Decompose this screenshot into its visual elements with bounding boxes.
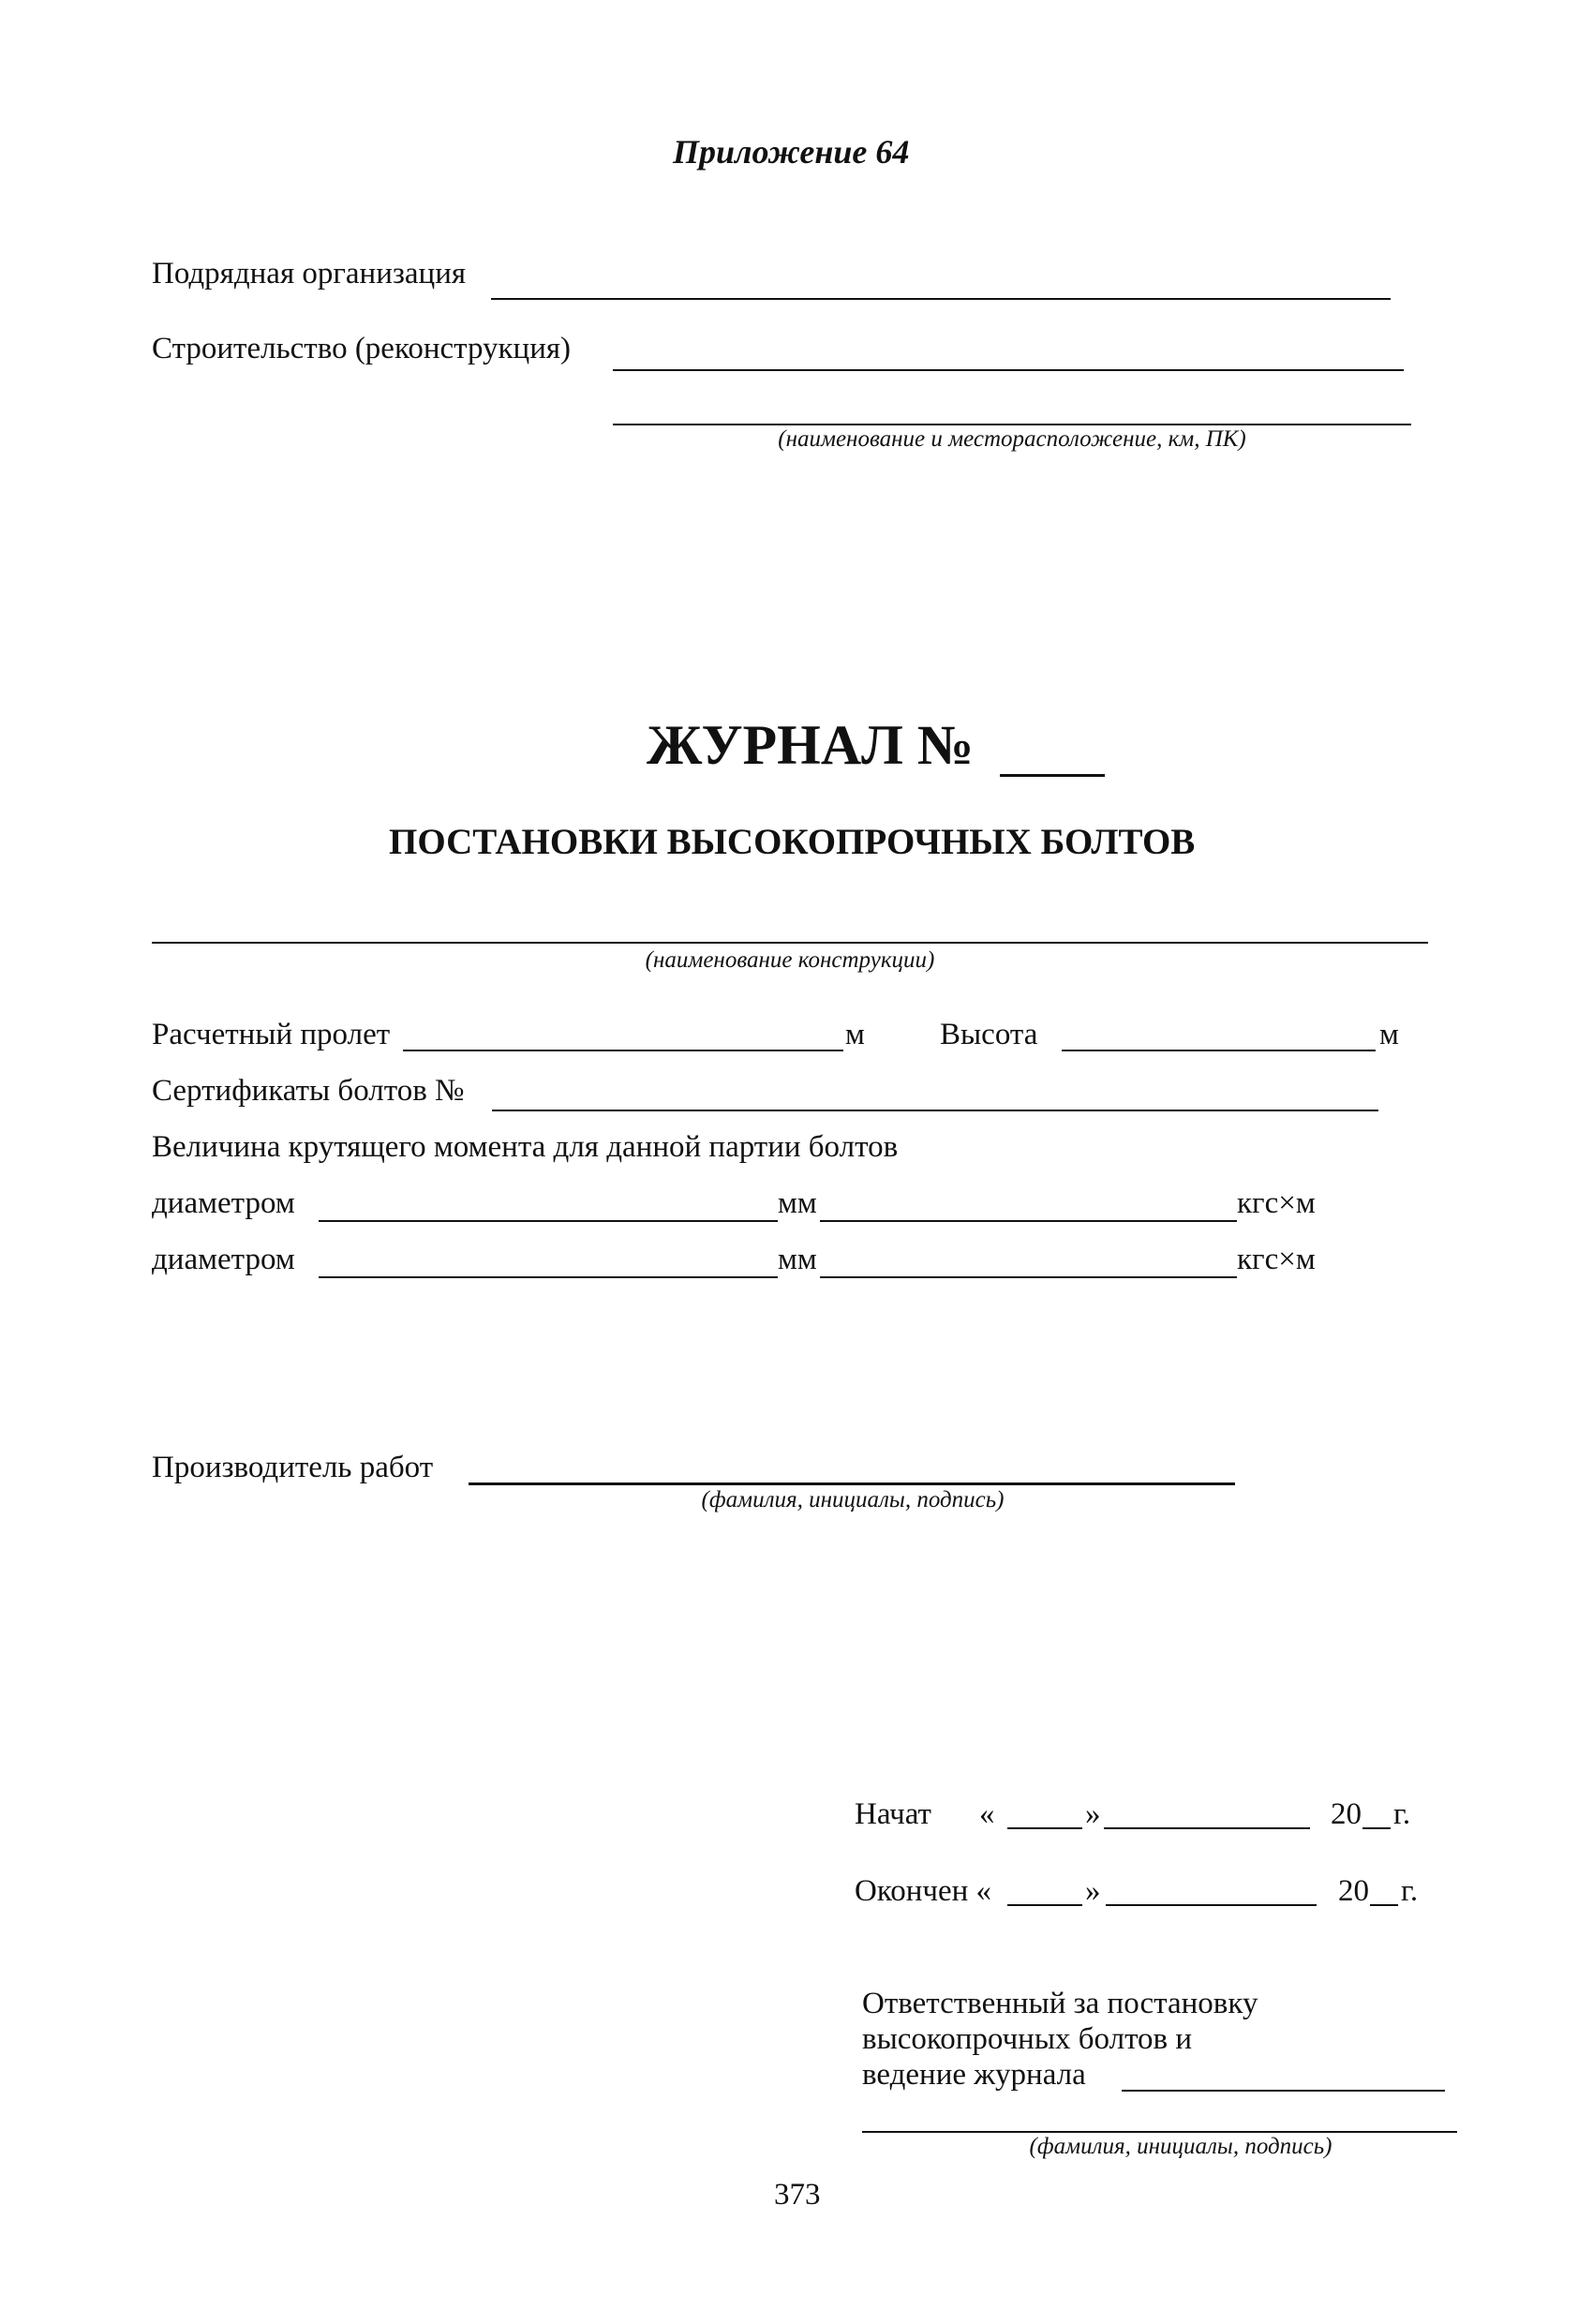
started-label: Начат bbox=[855, 1797, 931, 1831]
span-field[interactable] bbox=[403, 1050, 843, 1051]
finished-label: Окончен « bbox=[855, 1874, 992, 1908]
foreman-caption: (фамилия, инициалы, подпись) bbox=[701, 1487, 1005, 1512]
journal-subtitle: ПОСТАНОВКИ ВЫСОКОПРОЧНЫХ БОЛТОВ bbox=[389, 822, 1196, 862]
foreman-label: Производитель работ bbox=[152, 1451, 434, 1484]
foreman-signature-field[interactable] bbox=[469, 1482, 1235, 1485]
responsible-line-1: Ответственный за постановку bbox=[862, 1987, 1258, 2020]
started-month-field[interactable] bbox=[1104, 1827, 1310, 1829]
torque-label: Величина крутящего момента для данной партии болтов bbox=[152, 1130, 899, 1164]
started-close-quote: » bbox=[1085, 1797, 1101, 1831]
page-number: 373 bbox=[774, 2178, 821, 2212]
responsible-signature-field[interactable] bbox=[1122, 2090, 1445, 2092]
started-year-field[interactable] bbox=[1362, 1827, 1391, 1829]
construction-field[interactable] bbox=[613, 369, 1404, 371]
diameter-unit-1: мм bbox=[778, 1186, 817, 1220]
span-unit: м bbox=[845, 1018, 865, 1051]
finished-year-field[interactable] bbox=[1370, 1904, 1398, 1906]
torque-unit-1: кгс×м bbox=[1237, 1186, 1316, 1220]
diameter-label-2: диаметром bbox=[152, 1243, 295, 1276]
journal-title: ЖУРНАЛ № bbox=[647, 714, 975, 776]
responsible-caption: (фамилия, инициалы, подпись) bbox=[1029, 2134, 1332, 2159]
height-unit: м bbox=[1379, 1018, 1399, 1051]
finished-close-quote: » bbox=[1085, 1874, 1101, 1908]
height-label: Высота bbox=[940, 1018, 1038, 1051]
finished-day-field[interactable] bbox=[1007, 1904, 1082, 1906]
structure-caption: (наименование конструкции) bbox=[645, 947, 935, 973]
construction-label: Строительство (реконструкция) bbox=[152, 332, 572, 365]
structure-name-field[interactable] bbox=[152, 942, 1428, 944]
appendix-heading: Приложение 64 bbox=[673, 133, 910, 171]
contractor-label: Подрядная организация bbox=[152, 257, 467, 290]
diameter-field-1[interactable] bbox=[319, 1220, 778, 1222]
finished-month-field[interactable] bbox=[1106, 1904, 1317, 1906]
torque-unit-2: кгс×м bbox=[1237, 1243, 1316, 1276]
finished-year-suffix: г. bbox=[1401, 1874, 1419, 1908]
diameter-label-1: диаметром bbox=[152, 1186, 295, 1220]
certificates-label: Сертификаты болтов № bbox=[152, 1074, 465, 1108]
construction-caption: (наименование и месторасположение, км, ПК) bbox=[778, 426, 1246, 452]
torque-field-1[interactable] bbox=[820, 1220, 1237, 1222]
responsible-line-2: высокопрочных болтов и bbox=[862, 2022, 1193, 2056]
diameter-unit-2: мм bbox=[778, 1243, 817, 1276]
started-year-prefix: 20 bbox=[1331, 1797, 1362, 1831]
contractor-field[interactable] bbox=[491, 298, 1391, 300]
diameter-field-2[interactable] bbox=[319, 1276, 778, 1278]
responsible-line-3: ведение журнала bbox=[862, 2058, 1086, 2092]
started-year-suffix: г. bbox=[1393, 1797, 1411, 1831]
started-open-quote: « bbox=[979, 1797, 995, 1831]
height-field[interactable] bbox=[1062, 1050, 1376, 1051]
span-label: Расчетный пролет bbox=[152, 1018, 391, 1051]
journal-number-field[interactable] bbox=[1000, 774, 1105, 777]
certificates-field[interactable] bbox=[492, 1110, 1378, 1111]
finished-year-prefix: 20 bbox=[1338, 1874, 1369, 1908]
started-day-field[interactable] bbox=[1007, 1827, 1082, 1829]
torque-field-2[interactable] bbox=[820, 1276, 1237, 1278]
